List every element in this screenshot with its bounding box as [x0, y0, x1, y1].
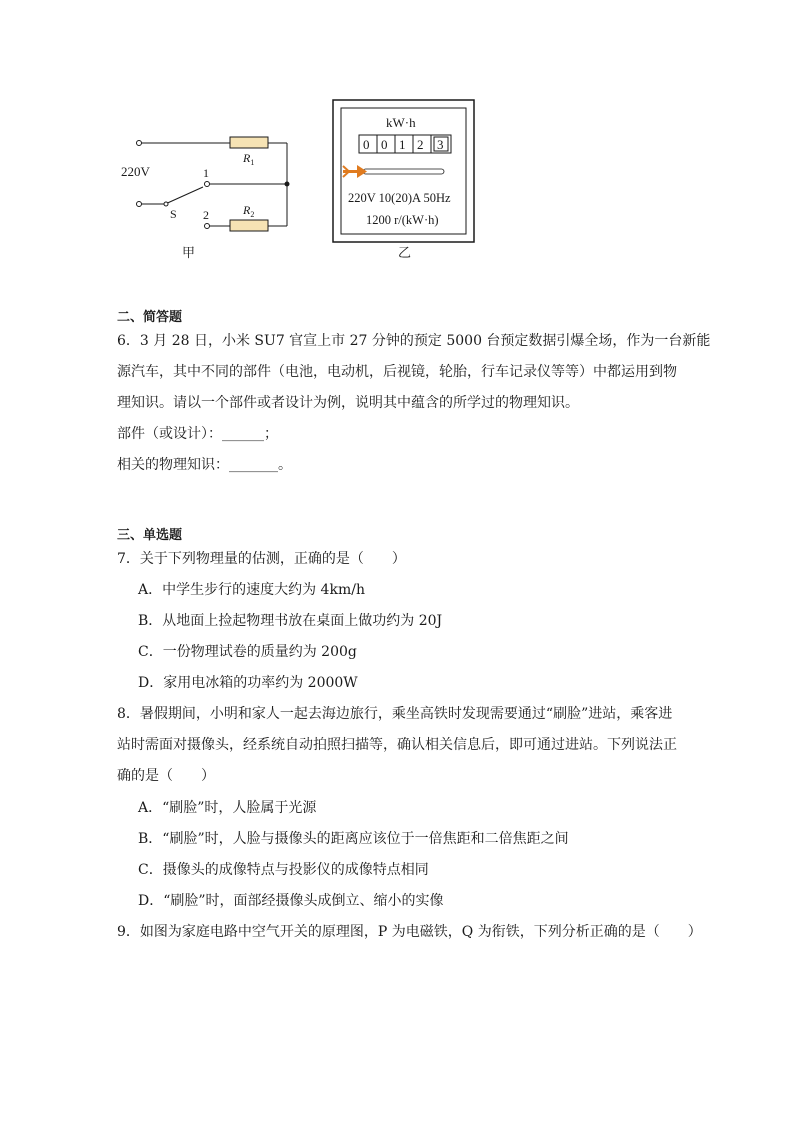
resistor-r1	[230, 137, 268, 148]
q7-option-d[interactable]: D．家用电冰箱的功率约为 2000W	[138, 675, 358, 691]
voltage-label: 220V	[121, 164, 150, 179]
q6-stem-line-2: 源汽车，其中不同的部件（电池，电动机，后视镜，轮胎，行车记录仪等等）中都运用到物	[117, 364, 677, 380]
q6-answer-part-label: 部件（或设计）：	[117, 426, 222, 442]
meter-spec-line-2: 1200 r/(kW·h)	[366, 213, 439, 227]
q6-answer-part	[117, 424, 278, 444]
q9-stem: 9．如图为家庭电路中空气开关的原理图，P 为电磁铁，Q 为衔铁，下列分析正确的是（ ）	[117, 924, 702, 940]
q8-stem-line-3: 确的是（ ）	[117, 768, 215, 784]
junction-dot	[285, 182, 289, 186]
terminal-2-label: 2	[203, 208, 209, 222]
r2-label: $R_2$	[243, 203, 255, 219]
circuit-diagram-jia	[137, 137, 290, 231]
meter-spec-line-1: 220V 10(20)A 50Hz	[348, 191, 451, 205]
q8-option-c[interactable]: C．摄像头的成像特点与投影仪的成像特点相同	[138, 862, 429, 878]
q8-option-a[interactable]: A．“刷脸”时，人脸属于光源	[138, 800, 317, 816]
meter-digit-5: 3	[437, 137, 444, 152]
resistor-r2	[230, 220, 268, 231]
q7-stem: 7．关于下列物理量的估测，正确的是（ ）	[117, 551, 406, 567]
terminal-1	[205, 182, 210, 187]
switch-label: S	[170, 207, 177, 221]
switch-blade	[168, 187, 204, 203]
section-2-heading: 二、简答题	[117, 310, 183, 325]
meter-digit-3: 1	[399, 137, 406, 152]
q8-option-d[interactable]: D．“刷脸”时，面部经摄像头成倒立、缩小的实像	[138, 893, 444, 909]
q8-stem-line-2: 站时需面对摄像头，经系统自动拍照扫描等，确认相关信息后，即可通过进站。下列说法正	[117, 737, 677, 753]
section-3-heading: 三、单选题	[117, 528, 183, 543]
terminal-1-label: 1	[203, 166, 209, 180]
q7-option-b[interactable]: B．从地面上捡起物理书放在桌面上做功约为 20J	[138, 613, 443, 629]
q6-answer-knowledge-suffix: 。	[278, 457, 292, 473]
meter-digit-2: 0	[381, 137, 388, 152]
q6-answer-part-blank[interactable]: ______	[222, 426, 264, 442]
figure-area	[0, 0, 794, 280]
q6-stem-line-3: 理知识。请以一个部件或者设计为例，说明其中蕴含的所学过的物理知识。	[117, 395, 579, 411]
r1-label: $R_1$	[243, 151, 255, 167]
q6-answer-part-suffix: ；	[264, 426, 278, 442]
q8-stem-line-1: 8．暑假期间，小明和家人一起去海边旅行，乘坐高铁时发现需要通过“刷脸”进站，乘客进	[117, 706, 673, 722]
switch-input-terminal	[137, 202, 142, 207]
caption-jia: 甲	[182, 245, 196, 260]
q8-option-b[interactable]: B．“刷脸”时，人脸与摄像头的距离应该位于一倍焦距和二倍焦距之间	[138, 831, 569, 847]
terminal-2	[205, 224, 210, 229]
q7-option-c[interactable]: C．一份物理试卷的质量约为 200g	[138, 644, 357, 660]
meter-unit: kW·h	[386, 115, 416, 130]
q6-answer-knowledge-label: 相关的物理知识：	[117, 457, 229, 473]
q6-answer-knowledge	[117, 455, 292, 475]
q6-stem-line-1: 6．3 月 28 日，小米 SU7 官宣上市 27 分钟的预定 5000 台预定数据引爆全场，作为一台新能	[117, 333, 711, 349]
meter-digit-4: 2	[417, 137, 424, 152]
q7-option-a[interactable]: A．中学生步行的速度大约为 4km/h	[138, 582, 365, 598]
caption-yi: 乙	[398, 245, 412, 260]
meter-digit-1: 0	[363, 137, 370, 152]
q6-answer-knowledge-blank[interactable]: _______	[229, 457, 278, 473]
top-terminal	[137, 141, 142, 146]
